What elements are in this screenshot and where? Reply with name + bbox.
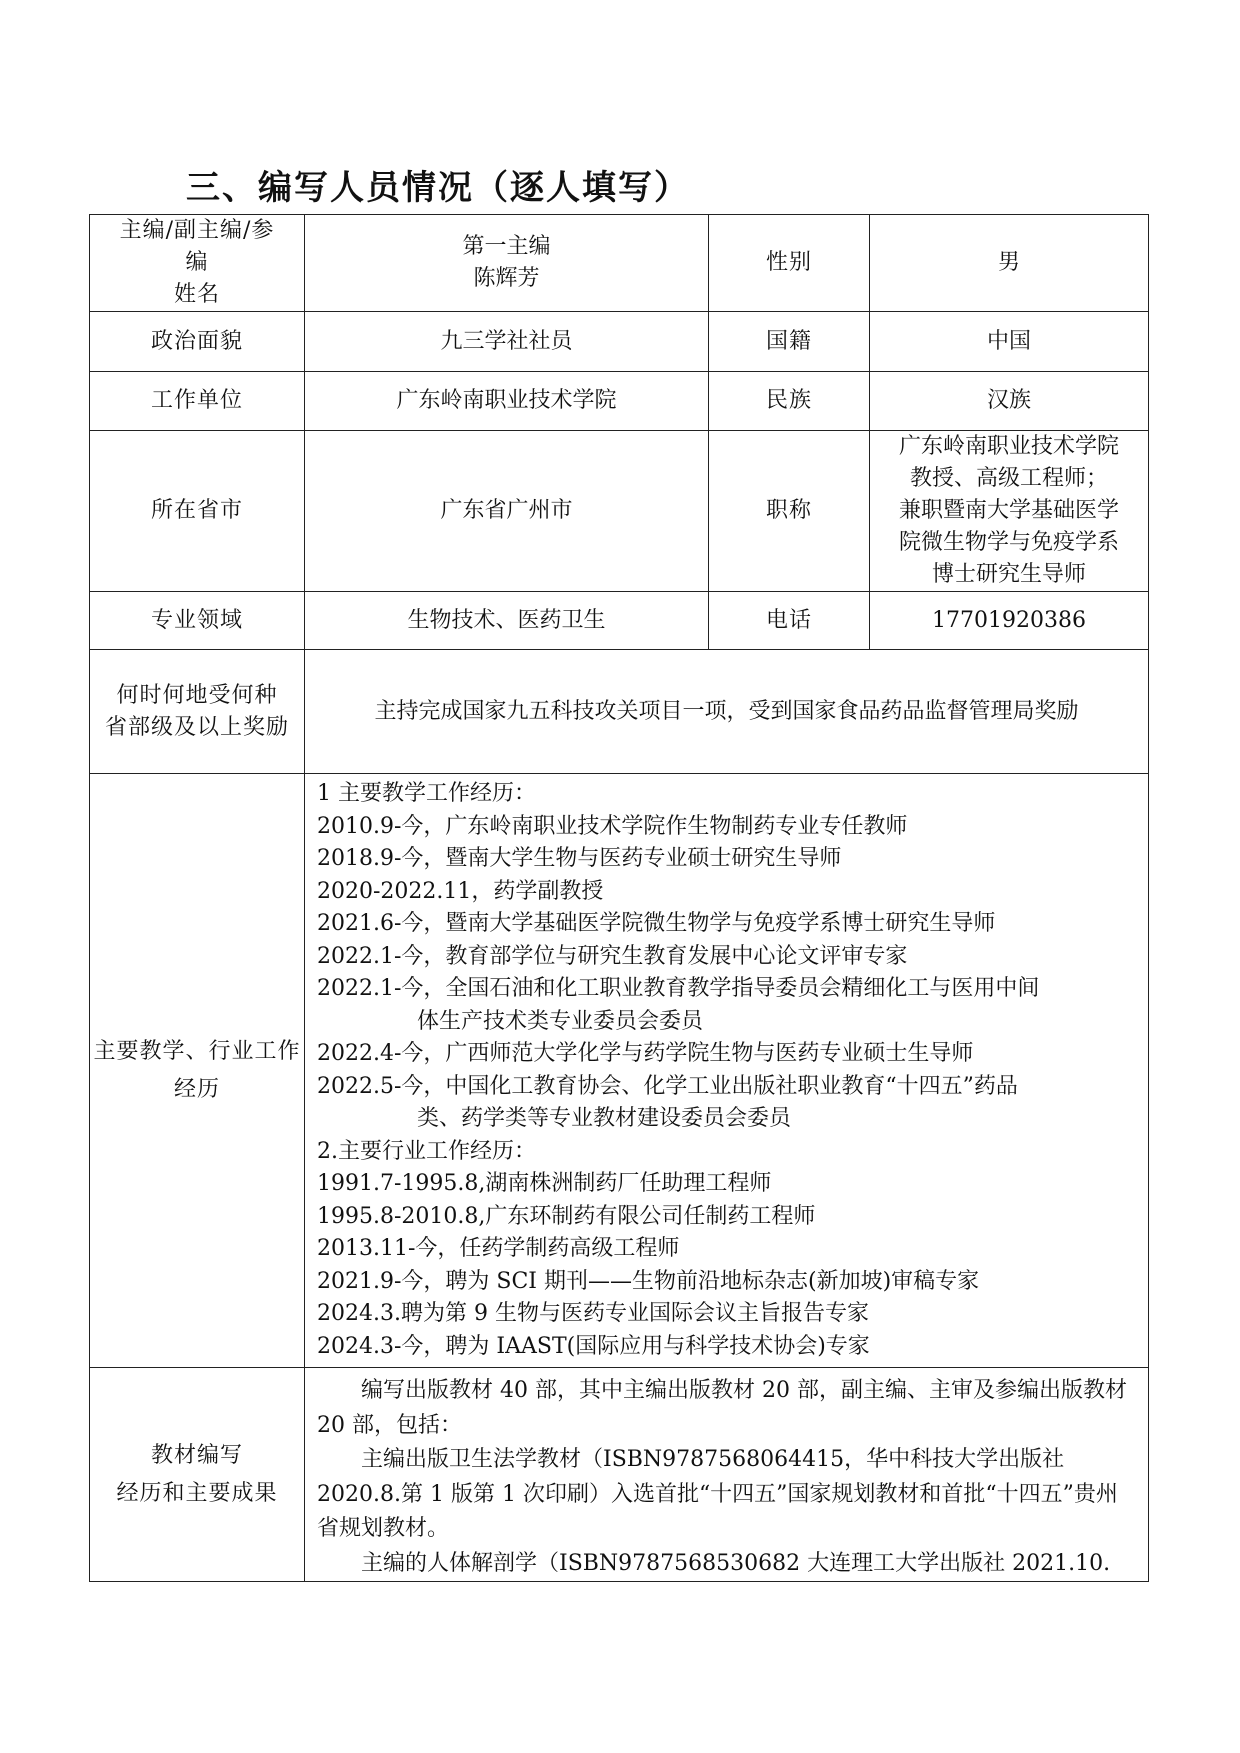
list-item: 1995.8-2010.8,广东环制药有限公司任制药工程师	[317, 1203, 816, 1229]
table-row	[90, 215, 1149, 312]
awards-label: 何时何地受何种 省部级及以上奖励	[90, 650, 305, 774]
list-item: 2022.1-今，全国石油和化工职业教育教学指导委员会精细化工与医用中间	[317, 976, 1040, 1001]
phone-value: 17701920386	[870, 592, 1149, 650]
list-item: 体生产技术类专业委员会委员	[417, 1008, 704, 1034]
paragraph: 编写出版教材 40 部，其中主编出版教材 20 部，副主编、主审及参编出版教材 20 部，包括：	[317, 1378, 1127, 1438]
list-item: 2013.11-今，任药学制药高级工程师	[317, 1236, 680, 1261]
materials-content	[305, 1368, 1149, 1582]
field-label: 专业领域	[90, 592, 305, 650]
employer-value: 广东岭南职业技术学院	[305, 372, 709, 431]
province-value: 广东省广州市	[305, 431, 709, 592]
political-label: 政治面貌	[90, 312, 305, 372]
table-row	[90, 650, 1149, 774]
list-item: 2022.5-今，中国化工教育协会、化学工业出版社职业教育“十四五”药品	[317, 1073, 1018, 1099]
political-value: 九三学社社员	[305, 312, 709, 372]
ethnicity-value: 汉族	[870, 372, 1149, 431]
list-item: 2022.1-今，教育部学位与研究生教育发展中心论文评审专家	[317, 943, 908, 969]
table-row	[90, 372, 1149, 431]
title-value: 广东岭南职业技术学院 教授、高级工程师； 兼职暨南大学基础医学 院微生物学与免疫学系 博士研究生导师	[870, 431, 1149, 592]
gender-value: 男	[870, 215, 1149, 312]
list-item: 1991.7-1995.8,湖南株洲制药厂任助理工程师	[317, 1171, 772, 1196]
list-item: 2018.9-今，暨南大学生物与医药专业硕士研究生导师	[317, 846, 842, 871]
list-item: 类、药学类等专业教材建设委员会委员	[417, 1106, 792, 1131]
list-item: 2010.9-今，广东岭南职业技术学院作生物制药专业专任教师	[317, 813, 908, 839]
table-row	[90, 431, 1149, 592]
employer-label: 工作单位	[90, 372, 305, 431]
list-item: 2024.3.聘为第 9 生物与医药专业国际会议主旨报告专家	[317, 1301, 869, 1326]
nationality-label: 国籍	[709, 312, 870, 372]
awards-value: 主持完成国家九五科技攻关项目一项，受到国家食品药品监督管理局奖励	[305, 650, 1149, 774]
paragraph: 主编的人体解剖学（ISBN9787568530682 大连理工大学出版社 2021.10.	[361, 1550, 1111, 1576]
editor-info-table	[89, 214, 1149, 1582]
list-item: 2021.6-今，暨南大学基础医学院微生物学与免疫学系博士研究生导师	[317, 911, 996, 936]
section-title: 三、编写人员情况（逐人填写）	[186, 168, 690, 208]
field-value: 生物技术、医药卫生	[305, 592, 709, 650]
title-label: 职称	[709, 431, 870, 592]
nationality-value: 中国	[870, 312, 1149, 372]
phone-label: 电话	[709, 592, 870, 650]
ethnicity-label: 民族	[709, 372, 870, 431]
experience-label: 主要教学、行业工作 经历	[90, 774, 305, 1368]
table-row	[90, 774, 1149, 1368]
table-row	[90, 1368, 1149, 1582]
list-item: 2021.9-今，聘为 SCI 期刊——生物前沿地标杂志(新加坡)审稿专家	[317, 1268, 980, 1294]
materials-label: 教材编写 经历和主要成果	[90, 1368, 305, 1582]
table-row	[90, 312, 1149, 372]
list-item: 2022.4-今，广西师范大学化学与药学院生物与医药专业硕士生导师	[317, 1041, 974, 1066]
list-item: 2024.3-今，聘为 IAAST(国际应用与科学技术协会)专家	[317, 1333, 870, 1359]
gender-label: 性别	[709, 215, 870, 312]
list-item: 2020-2022.11，药学副教授	[317, 878, 604, 904]
table-row	[90, 592, 1149, 650]
paragraph: 主编出版卫生法学教材（ISBN9787568064415，华中科技大学出版社 2020.8.第 1 版第 1 次印刷）入选首批“十四五”国家规划教材和首批“十四五”贵州省规划教材。	[317, 1447, 1118, 1541]
role-value: 第一主编 陈辉芳	[305, 215, 709, 312]
role-label: 主编/副主编/参 编 姓名	[90, 215, 305, 312]
experience-list	[305, 774, 1149, 1368]
list-item: 1 主要教学工作经历：	[317, 781, 536, 806]
list-item: 2.主要行业工作经历：	[317, 1138, 536, 1164]
province-label: 所在省市	[90, 431, 305, 592]
